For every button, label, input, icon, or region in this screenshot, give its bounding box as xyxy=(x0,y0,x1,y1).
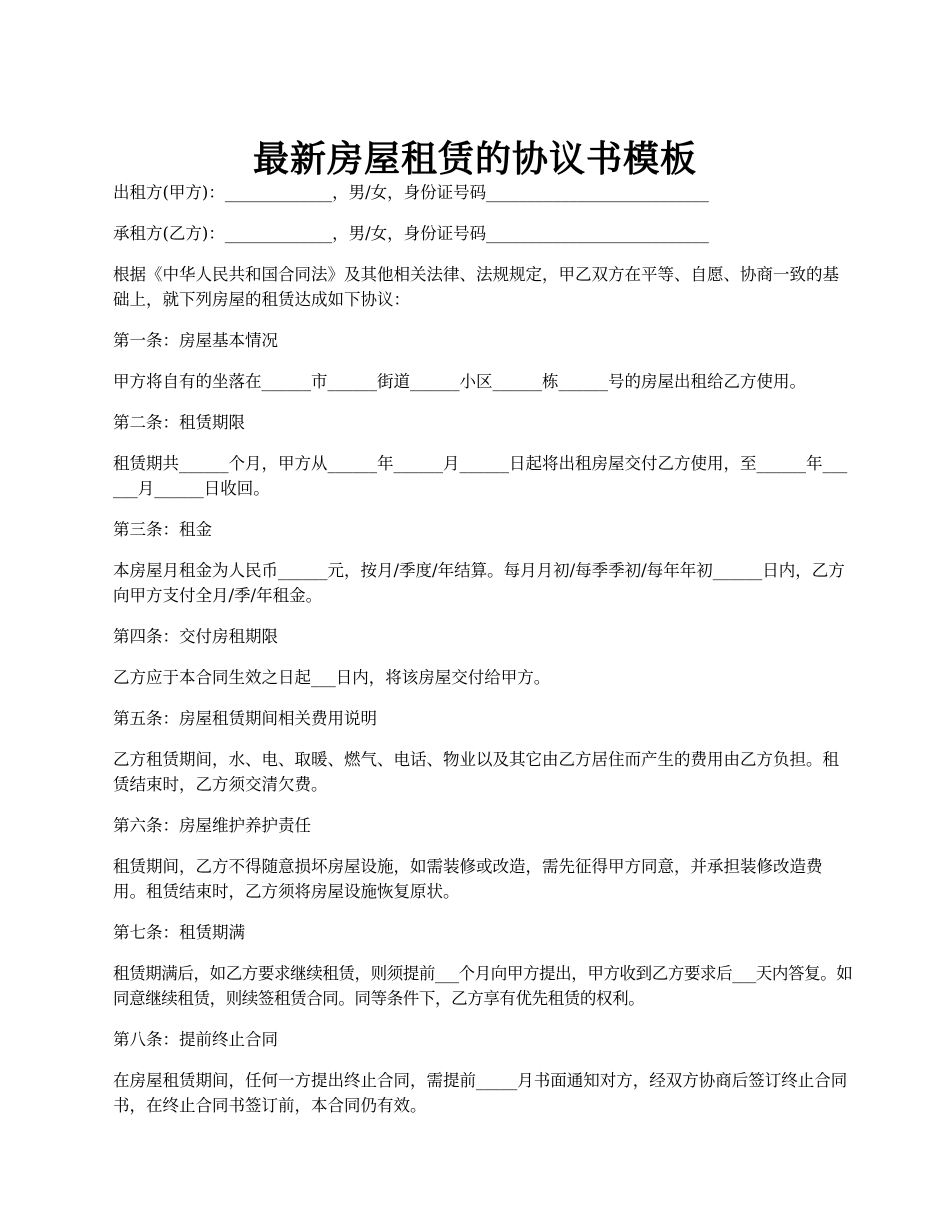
article-3-heading: 第三条：租金 xyxy=(113,520,212,539)
article-3-text: 本房屋月租金为人民币______元，按月/季度/年结算。每月月初/每季季初/每年年初______日内，乙方向甲方支付全月/季/年租金。 xyxy=(113,561,845,605)
lessor-line: 出租方(甲方)：_____________，男/女，身份证号码___________________________ xyxy=(113,183,709,202)
article-1-text: 甲方将自有的坐落在______市______街道______小区______栋______号的房屋出租给乙方使用。 xyxy=(113,372,806,391)
article-4-heading: 第四条：交付房租期限 xyxy=(113,627,278,646)
article-6-text: 租赁期间，乙方不得随意损坏房屋设施，如需装修或改造，需先征得甲方同意，并承担装修改造费用。租赁结束时，乙方须将房屋设施恢复原状。 xyxy=(113,857,823,901)
preamble-paragraph: 根据《中华人民共和国合同法》及其他相关法律、法规规定，甲乙双方在平等、自愿、协商一致的基础上，就下列房屋的租赁达成如下协议： xyxy=(113,265,839,309)
article-2-text: 租赁期共______个月，甲方从______年______月______日起将出租房屋交付乙方使用，至______年______月______日收回。 xyxy=(113,454,848,498)
lessee-line: 承租方(乙方)：_____________，男/女，身份证号码___________________________ xyxy=(113,224,709,243)
article-8-heading: 第八条：提前终止合同 xyxy=(113,1030,278,1049)
article-4-text: 乙方应于本合同生效之日起___日内，将该房屋交付给甲方。 xyxy=(113,668,551,687)
article-5-heading: 第五条：房屋租赁期间相关费用说明 xyxy=(113,709,377,728)
article-8-text: 在房屋租赁期间，任何一方提出终止合同，需提前_____月书面通知对方，经双方协商后签订终止合同书，在终止合同书签订前，本合同仍有效。 xyxy=(113,1071,848,1115)
article-1-heading: 第一条：房屋基本情况 xyxy=(113,331,278,350)
article-6-heading: 第六条：房屋维护养护责任 xyxy=(113,816,311,835)
article-7-text: 租赁期满后，如乙方要求继续租赁，则须提前___个月向甲方提出，甲方收到乙方要求后___天内答复。如同意继续租赁，则续签租赁合同。同等条件下，乙方享有优先租赁的权利。 xyxy=(113,964,853,1008)
article-2-heading: 第二条：租赁期限 xyxy=(113,413,245,432)
document-body xyxy=(113,180,853,1134)
article-5-text: 乙方租赁期间，水、电、取暖、燃气、电话、物业以及其它由乙方居住而产生的费用由乙方负担。租赁结束时，乙方须交清欠费。 xyxy=(113,750,839,794)
article-7-heading: 第七条：租赁期满 xyxy=(113,923,245,942)
document-title: 最新房屋租赁的协议书模板 xyxy=(252,138,697,181)
